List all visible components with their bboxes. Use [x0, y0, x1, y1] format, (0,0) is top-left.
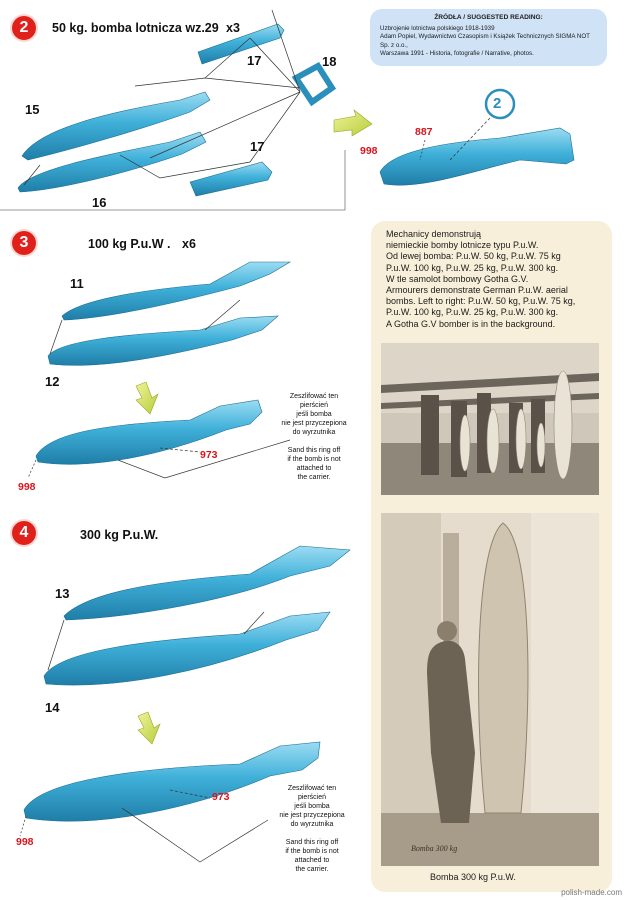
- note-line: Sand this ring off: [285, 839, 339, 846]
- callout-2-label: 2: [493, 95, 502, 112]
- note-line: the carrier.: [297, 474, 331, 481]
- caption-en-line: Armourers demonstrate German P.u.W. aerial: [386, 285, 568, 296]
- step-3-badge: 3: [12, 231, 36, 255]
- caption-pl-line: P.u.W. 100 kg, P.u.W. 25 kg, P.u.W. 300 kg.: [386, 262, 559, 273]
- step-3-title: 100 kg P.u.W .: [88, 237, 171, 251]
- note-line: do wyrzutnika: [292, 429, 336, 436]
- part-label-15: 15: [25, 102, 40, 117]
- part-label-17-top: 17: [247, 53, 262, 68]
- part-label-12: 12: [45, 374, 60, 389]
- note-line: if the bomb is not: [285, 848, 339, 855]
- part-label-18: 18: [322, 54, 337, 69]
- assembled-50kg-bomb: [380, 90, 574, 185]
- note-line: Zeszlifować ten: [289, 393, 339, 400]
- step-4-badge: 4: [12, 521, 36, 545]
- note-line: nie jest przyczepiona: [279, 812, 345, 819]
- note-line: do wyrzutnika: [290, 821, 334, 828]
- step-3-quantity: x6: [182, 237, 196, 251]
- part-18-ring: [296, 66, 332, 102]
- caption-pl-line: Od lewej bomba: P.u.W. 50 kg, P.u.W. 75 kg: [386, 251, 561, 262]
- note-line: if the bomb is not: [287, 456, 341, 463]
- source-line-3: Warszawa 1991 - Historia, fotografie / Narrative, photos.: [380, 50, 534, 58]
- note-line: nie jest przyczepiona: [281, 420, 347, 427]
- step-4-note-english: [276, 838, 348, 874]
- photo-2-caption: Bomba 300 kg P.u.W.: [430, 872, 516, 882]
- part-label-16: 16: [92, 195, 107, 210]
- decal-998-step2-label: 998: [360, 145, 378, 157]
- step-4-note-polish: [276, 784, 348, 829]
- photo-armourers-with-bombs: [381, 343, 599, 495]
- note-line: attached to: [294, 857, 330, 864]
- caption-pl-line: W tle samolot bombowy Gotha G.V.: [386, 273, 529, 284]
- caption-en-line: A Gotha G.V bomber is in the background.: [386, 318, 556, 329]
- caption-pl-line: Mechanicy demonstrują: [386, 229, 482, 239]
- part-label-14: 14: [45, 700, 60, 715]
- decal-998-step3-label: 998: [18, 481, 36, 493]
- assembly-arrow-step4: [138, 712, 160, 744]
- caption-en-line: bombs. Left to right: P.u.W. 50 kg, P.u.W. 75 kg,: [386, 296, 576, 307]
- part-label-13: 13: [55, 586, 70, 601]
- note-line: jeśli bomba: [296, 411, 332, 418]
- note-line: pierścień: [297, 794, 326, 801]
- decal-887-label: 887: [415, 126, 433, 138]
- photo-soldier-with-300kg-bomb: [381, 513, 599, 866]
- part-11-bomb-half: [62, 262, 290, 320]
- caption-pl-line: niemieckie bomby lotnicze typu P.u.W.: [386, 240, 539, 251]
- note-line: jeśli bomba: [294, 803, 330, 810]
- assembly-arrow-step3: [136, 382, 158, 414]
- step-2-badge: 2: [12, 16, 36, 40]
- decal-973-step3-label: 973: [200, 449, 218, 461]
- part-17-lower-fin: [190, 162, 272, 196]
- source-line-1: Uzbrojenie lotnictwa polskiego 1918-1939: [380, 24, 495, 32]
- note-line: attached to: [296, 465, 332, 472]
- part-12-bomb-half: [48, 316, 278, 365]
- caption-en-line: P.u.W. 100 kg, P.u.W. 25 kg, P.u.W. 300 kg.: [386, 307, 559, 318]
- part-14-bomb-half: [44, 612, 330, 685]
- step-4-title: 300 kg P.u.W.: [80, 528, 159, 542]
- note-line: Zeszlifować ten: [287, 785, 337, 792]
- suggested-reading-box: [370, 9, 607, 66]
- step-3-note-english: [278, 446, 350, 482]
- source-line-2: Adam Popiel, Wydawnictwo Czasopism i Książek Technicznych SIGMA NOT Sp. z o.o.,: [380, 33, 590, 49]
- part-label-11: 11: [70, 276, 84, 291]
- assembly-arrow-step2: [334, 110, 372, 136]
- decal-973-step4-label: 973: [212, 791, 230, 803]
- site-watermark: polish-made.com: [561, 888, 622, 897]
- decal-998-step4-label: 998: [16, 836, 34, 848]
- note-line: the carrier.: [295, 866, 329, 873]
- photo-caption-text: [386, 229, 598, 330]
- step-2-quantity: x3: [226, 21, 240, 35]
- part-13-bomb-half: [64, 546, 350, 620]
- step-2-title: 50 kg. bomba lotnicza wz.29: [52, 21, 219, 35]
- photo-handwritten-inscription: Bomba 300 kg: [411, 844, 458, 853]
- suggested-reading-title: ŹRÓDŁA / SUGGESTED READING:: [434, 14, 543, 21]
- note-line: Sand this ring off: [287, 447, 341, 454]
- part-label-17-bottom: 17: [250, 139, 265, 154]
- note-line: pierścień: [299, 402, 328, 409]
- step-3-note-polish: [278, 392, 350, 437]
